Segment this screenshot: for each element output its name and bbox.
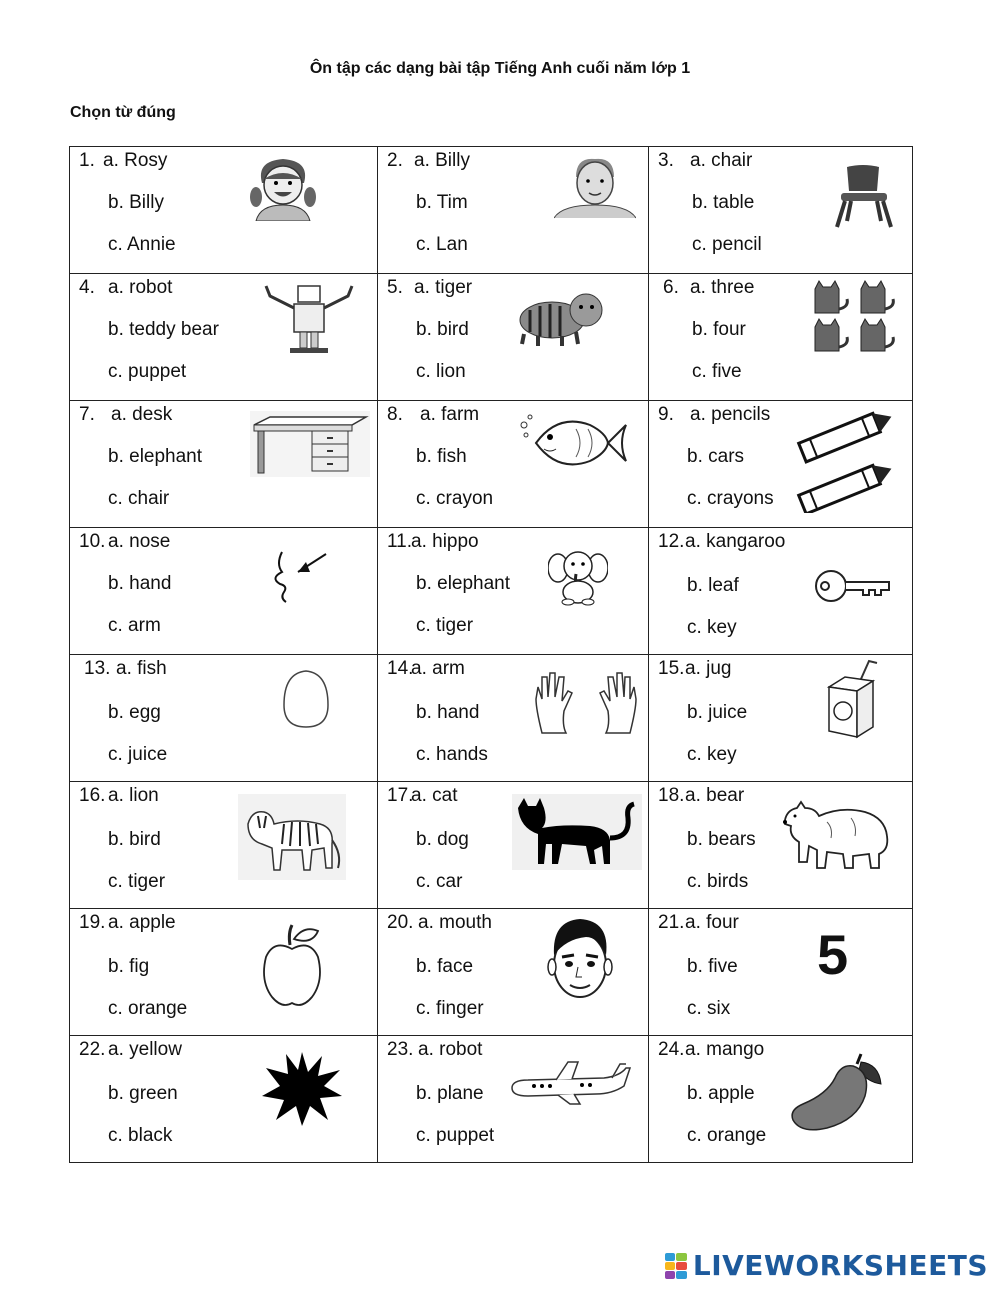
option-c[interactable]: c. Annie	[108, 234, 176, 255]
question-number: 7.	[79, 404, 95, 425]
question-cell	[70, 655, 378, 782]
tiger-icon	[238, 794, 346, 880]
liveworksheets-logo-icon	[665, 1253, 687, 1279]
question-number: 23.	[387, 1039, 414, 1060]
number-five-icon: 5	[817, 923, 849, 986]
option-a[interactable]: a. yellow	[108, 1039, 182, 1060]
question-cell	[70, 274, 378, 401]
question-cell	[378, 909, 649, 1036]
chair-icon	[833, 163, 895, 229]
option-b[interactable]: b. bears	[687, 829, 756, 850]
option-c[interactable]: c. puppet	[416, 1125, 495, 1146]
option-a[interactable]: a. Billy	[414, 150, 470, 171]
option-b[interactable]: b. bird	[416, 319, 469, 340]
option-c[interactable]: c. crayon	[416, 488, 494, 509]
question-number: 17.	[387, 785, 414, 806]
option-a[interactable]: a. desk	[111, 404, 173, 425]
question-cell	[378, 655, 649, 782]
question-grid	[69, 146, 913, 1163]
option-c[interactable]: c. Lan	[416, 234, 468, 255]
option-a[interactable]: a. pencils	[690, 404, 771, 425]
question-number: 21.	[658, 912, 685, 933]
option-c[interactable]: c. chair	[108, 488, 170, 509]
option-c[interactable]: c. lion	[416, 361, 466, 382]
option-a[interactable]: a. robot	[418, 1039, 483, 1060]
mango-icon	[787, 1048, 887, 1132]
cat-icon	[512, 794, 642, 870]
question-cell	[649, 274, 913, 401]
question-number: 13.	[84, 658, 111, 679]
option-c[interactable]: c. pencil	[692, 234, 762, 255]
question-number: 22.	[79, 1039, 106, 1060]
option-b[interactable]: b. teddy bear	[108, 319, 219, 340]
instruction: Chọn từ đúng	[70, 104, 176, 121]
option-b[interactable]: b. face	[416, 956, 474, 977]
option-c[interactable]: c. black	[108, 1125, 173, 1146]
key-icon	[813, 566, 893, 606]
question-cell	[649, 528, 913, 655]
question-number: 8.	[387, 404, 403, 425]
option-b[interactable]: b. Tim	[416, 192, 468, 213]
question-number: 11.	[387, 531, 413, 552]
question-number: 1.	[79, 150, 95, 171]
fish-icon	[518, 411, 630, 475]
elephant-icon	[548, 546, 608, 606]
option-b[interactable]: b. apple	[687, 1083, 755, 1104]
option-c[interactable]: c. birds	[687, 871, 749, 892]
question-cell	[70, 782, 378, 909]
question-number: 12.	[658, 531, 685, 552]
question-cell	[378, 528, 649, 655]
option-b[interactable]: b. green	[108, 1083, 178, 1104]
tiger-toy-icon	[516, 286, 606, 348]
question-cell	[649, 909, 913, 1036]
black-star-icon	[262, 1050, 342, 1126]
option-a[interactable]: a. farm	[420, 404, 480, 425]
question-cell	[649, 1036, 913, 1163]
option-a[interactable]: a. robot	[108, 277, 173, 298]
question-number: 18.	[658, 785, 685, 806]
question-number: 16.	[79, 785, 106, 806]
option-b[interactable]: b. elephant	[416, 573, 511, 594]
option-b[interactable]: b. hand	[416, 702, 480, 723]
question-number: 3.	[658, 150, 674, 171]
option-a[interactable]: a. hippo	[411, 531, 479, 552]
worksheet-title: Ôn tập các dạng bài tập Tiếng Anh cuối năm lớp 1	[309, 60, 691, 77]
option-a[interactable]: a. lion	[108, 785, 159, 806]
girl-face-icon	[248, 153, 318, 221]
option-b[interactable]: b. elephant	[108, 446, 203, 467]
question-cell	[70, 401, 378, 528]
option-b[interactable]: b. Billy	[108, 192, 164, 213]
face-icon	[546, 915, 614, 1005]
question-cell	[70, 1036, 378, 1163]
question-cell	[649, 401, 913, 528]
option-c[interactable]: c. puppet	[108, 361, 187, 382]
question-number: 20.	[387, 912, 414, 933]
option-b[interactable]: b. five	[687, 956, 738, 977]
option-c[interactable]: c. six	[687, 998, 731, 1019]
question-number: 9.	[658, 404, 674, 425]
option-b[interactable]: b. juice	[687, 702, 748, 723]
option-c[interactable]: c. key	[687, 617, 737, 638]
option-c[interactable]: c. hands	[416, 744, 488, 765]
option-a[interactable]: a. arm	[411, 658, 465, 679]
option-b[interactable]: b. egg	[108, 702, 161, 723]
juice-box-icon	[823, 657, 885, 741]
option-c[interactable]: c. finger	[416, 998, 484, 1019]
option-a[interactable]: a. kangaroo	[685, 531, 786, 552]
question-cell	[70, 909, 378, 1036]
hands-icon	[532, 669, 640, 735]
option-a[interactable]: a. mouth	[418, 912, 492, 933]
egg-icon	[280, 667, 332, 731]
robot-icon	[260, 282, 360, 354]
question-number: 24.	[658, 1039, 685, 1060]
question-cell	[649, 147, 913, 274]
option-c[interactable]: c. key	[687, 744, 737, 765]
option-a[interactable]: a. chair	[690, 150, 753, 171]
option-b[interactable]: b. fig	[108, 956, 150, 977]
option-a[interactable]: a. three	[690, 277, 755, 298]
option-a[interactable]: a. mango	[685, 1039, 765, 1060]
question-cell	[70, 528, 378, 655]
bear-icon	[781, 798, 893, 870]
boy-face-icon	[554, 155, 636, 219]
option-a[interactable]: a. bear	[685, 785, 745, 806]
option-c[interactable]: c. tiger	[108, 871, 166, 892]
option-b[interactable]: b. leaf	[687, 575, 739, 596]
brand-name: LIVEWORKSHEETS	[692, 1249, 988, 1282]
question-cell	[649, 782, 913, 909]
option-c[interactable]: c. car	[416, 871, 463, 892]
nose-icon	[268, 548, 334, 604]
option-c[interactable]: c. five	[692, 361, 742, 382]
option-b[interactable]: b. dog	[416, 829, 469, 850]
question-number: 6.	[663, 277, 679, 298]
four-cats-icon	[809, 279, 901, 357]
question-number: 2.	[387, 150, 403, 171]
question-number: 5.	[387, 277, 403, 298]
question-number: 14.	[387, 658, 414, 679]
question-cell	[378, 782, 649, 909]
option-a[interactable]: a. tiger	[414, 277, 473, 298]
option-a[interactable]: a. cat	[411, 785, 458, 806]
liveworksheets-brand[interactable]	[665, 1249, 988, 1282]
question-number: 19.	[79, 912, 106, 933]
option-c[interactable]: c. orange	[687, 1125, 767, 1146]
option-c[interactable]: c. arm	[108, 615, 161, 636]
question-cell	[378, 147, 649, 274]
option-b[interactable]: b. bird	[108, 829, 161, 850]
apple-icon	[260, 921, 326, 1011]
question-number: 4.	[79, 277, 95, 298]
option-b[interactable]: b. table	[692, 192, 755, 213]
option-c[interactable]: c. juice	[108, 744, 168, 765]
option-c[interactable]: c. crayons	[687, 488, 774, 509]
option-b[interactable]: b. four	[692, 319, 746, 340]
option-a[interactable]: a. jug	[685, 658, 732, 679]
question-number: 15.	[658, 658, 685, 679]
option-a[interactable]: a. Rosy	[103, 150, 168, 171]
crayons-icon	[791, 407, 901, 513]
question-cell	[378, 1036, 649, 1163]
option-a[interactable]: a. apple	[108, 912, 176, 933]
desk-icon	[250, 411, 370, 477]
option-a[interactable]: a. nose	[108, 531, 171, 552]
option-b[interactable]: b. hand	[108, 573, 172, 594]
option-a[interactable]: a. four	[685, 912, 739, 933]
question-cell	[70, 147, 378, 274]
plane-icon	[508, 1058, 632, 1106]
option-c[interactable]: c. orange	[108, 998, 188, 1019]
option-b[interactable]: b. plane	[416, 1083, 484, 1104]
option-a[interactable]: a. fish	[116, 658, 167, 679]
question-cell	[378, 401, 649, 528]
question-number: 10.	[79, 531, 106, 552]
question-cell	[649, 655, 913, 782]
question-cell	[378, 274, 649, 401]
option-c[interactable]: c. tiger	[416, 615, 474, 636]
option-b[interactable]: b. fish	[416, 446, 467, 467]
option-b[interactable]: b. cars	[687, 446, 745, 467]
